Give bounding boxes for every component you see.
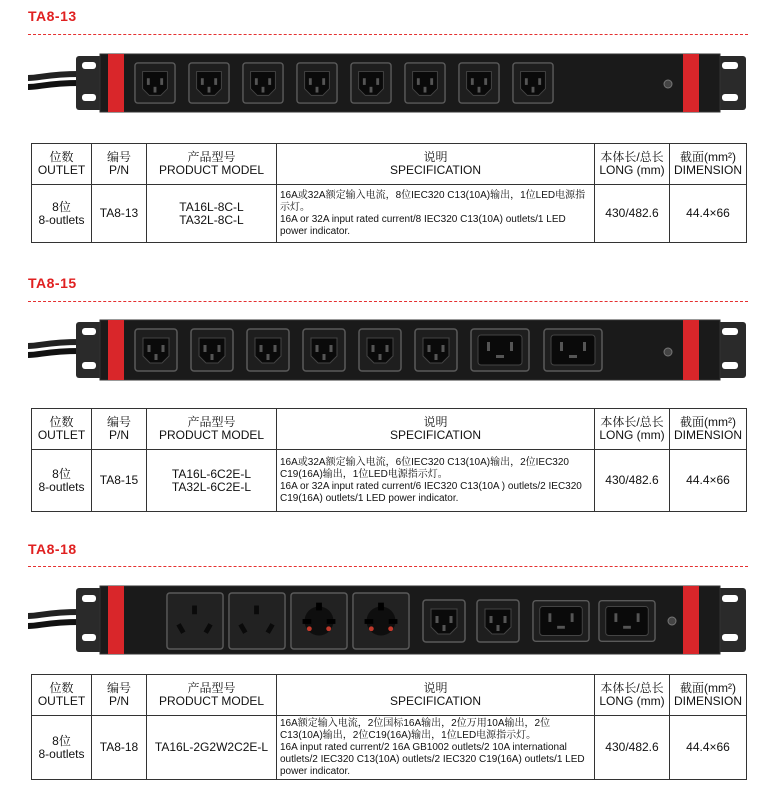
spec-cell: 16A或32A额定输入电流，6位IEC320 C13(10A)输出，2位IEC320 C19(16A)输出，1位LED电源指示灯。 16A or 32A input rated current/6 IEC320 C13(10A ) outlets/2 IEC320 C19(16A) outlets/1 LED power indicator. (277, 450, 595, 512)
long-cell: 430/482.6 (595, 185, 670, 243)
header-dimension: 截面(mm²) DIMENSION (670, 409, 747, 450)
pn-cell: TA8-15 (92, 450, 147, 512)
header-pn: 编号 P/N (92, 409, 147, 450)
section-divider (28, 566, 748, 567)
header-spec: 说明 SPECIFICATION (277, 144, 595, 185)
header-outlet: 位数 OUTLET (32, 675, 92, 716)
dimension-cell: 44.4×66 (670, 450, 747, 512)
table-row (32, 450, 747, 512)
outlet-cell: 8位 8-outlets (32, 716, 92, 780)
header-pn: 编号 P/N (92, 675, 147, 716)
header-long: 本体长/总长 LONG (mm) (595, 675, 670, 716)
header-model: 产品型号 PRODUCT MODEL (147, 675, 277, 716)
pdu-image-ta8-13 (28, 50, 748, 116)
header-model: 产品型号 PRODUCT MODEL (147, 144, 277, 185)
long-cell: 430/482.6 (595, 450, 670, 512)
outlet-cell: 8位 8-outlets (32, 185, 92, 243)
table-row (32, 185, 747, 243)
header-long: 本体长/总长 LONG (mm) (595, 144, 670, 185)
header-outlet: 位数 OUTLET (32, 409, 92, 450)
section-divider (28, 34, 748, 35)
spec-table-ta8-13 (31, 143, 747, 243)
header-dimension: 截面(mm²) DIMENSION (670, 144, 747, 185)
pn-cell: TA8-13 (92, 185, 147, 243)
section-title: TA8-13 (28, 8, 77, 24)
model-cell: TA16L-6C2E-L TA32L-6C2E-L (147, 450, 277, 512)
header-dimension: 截面(mm²) DIMENSION (670, 675, 747, 716)
header-long: 本体长/总长 LONG (mm) (595, 409, 670, 450)
header-pn: 编号 P/N (92, 144, 147, 185)
header-spec: 说明 SPECIFICATION (277, 409, 595, 450)
outlet-cell: 8位 8-outlets (32, 450, 92, 512)
spec-cell: 16A额定输入电流，2位国标16A输出，2位万用10A输出，2位C13(10A)输出，2位C19(16A)输出，1位LED电源指示灯。 16A input rated current/2 16A GB1002 outlets/2 10A international outlets/2 IEC320 C13(10A) outlets/2 IEC320 C19(16A) outlets/1 LED power indicator. (277, 716, 595, 780)
section-title: TA8-15 (28, 275, 77, 291)
dimension-cell: 44.4×66 (670, 716, 747, 780)
pdu-image-ta8-18 (28, 582, 748, 658)
spec-table-ta8-15 (31, 408, 747, 512)
spec-cell: 16A或32A额定输入电流，8位IEC320 C13(10A)输出，1位LED电源指示灯。 16A or 32A input rated current/8 IEC320 C13(10A) outlets/1 LED power indicator. (277, 185, 595, 243)
table-header-row (32, 675, 747, 716)
long-cell: 430/482.6 (595, 716, 670, 780)
dimension-cell: 44.4×66 (670, 185, 747, 243)
model-cell: TA16L-8C-L TA32L-8C-L (147, 185, 277, 243)
header-model: 产品型号 PRODUCT MODEL (147, 409, 277, 450)
table-row (32, 716, 747, 780)
header-spec: 说明 SPECIFICATION (277, 675, 595, 716)
table-header-row (32, 409, 747, 450)
pn-cell: TA8-18 (92, 716, 147, 780)
header-outlet: 位数 OUTLET (32, 144, 92, 185)
model-cell: TA16L-2G2W2C2E-L (147, 716, 277, 780)
section-divider (28, 301, 748, 302)
section-title: TA8-18 (28, 541, 77, 557)
pdu-image-ta8-15 (28, 316, 748, 384)
spec-table-ta8-18 (31, 674, 747, 780)
table-header-row (32, 144, 747, 185)
